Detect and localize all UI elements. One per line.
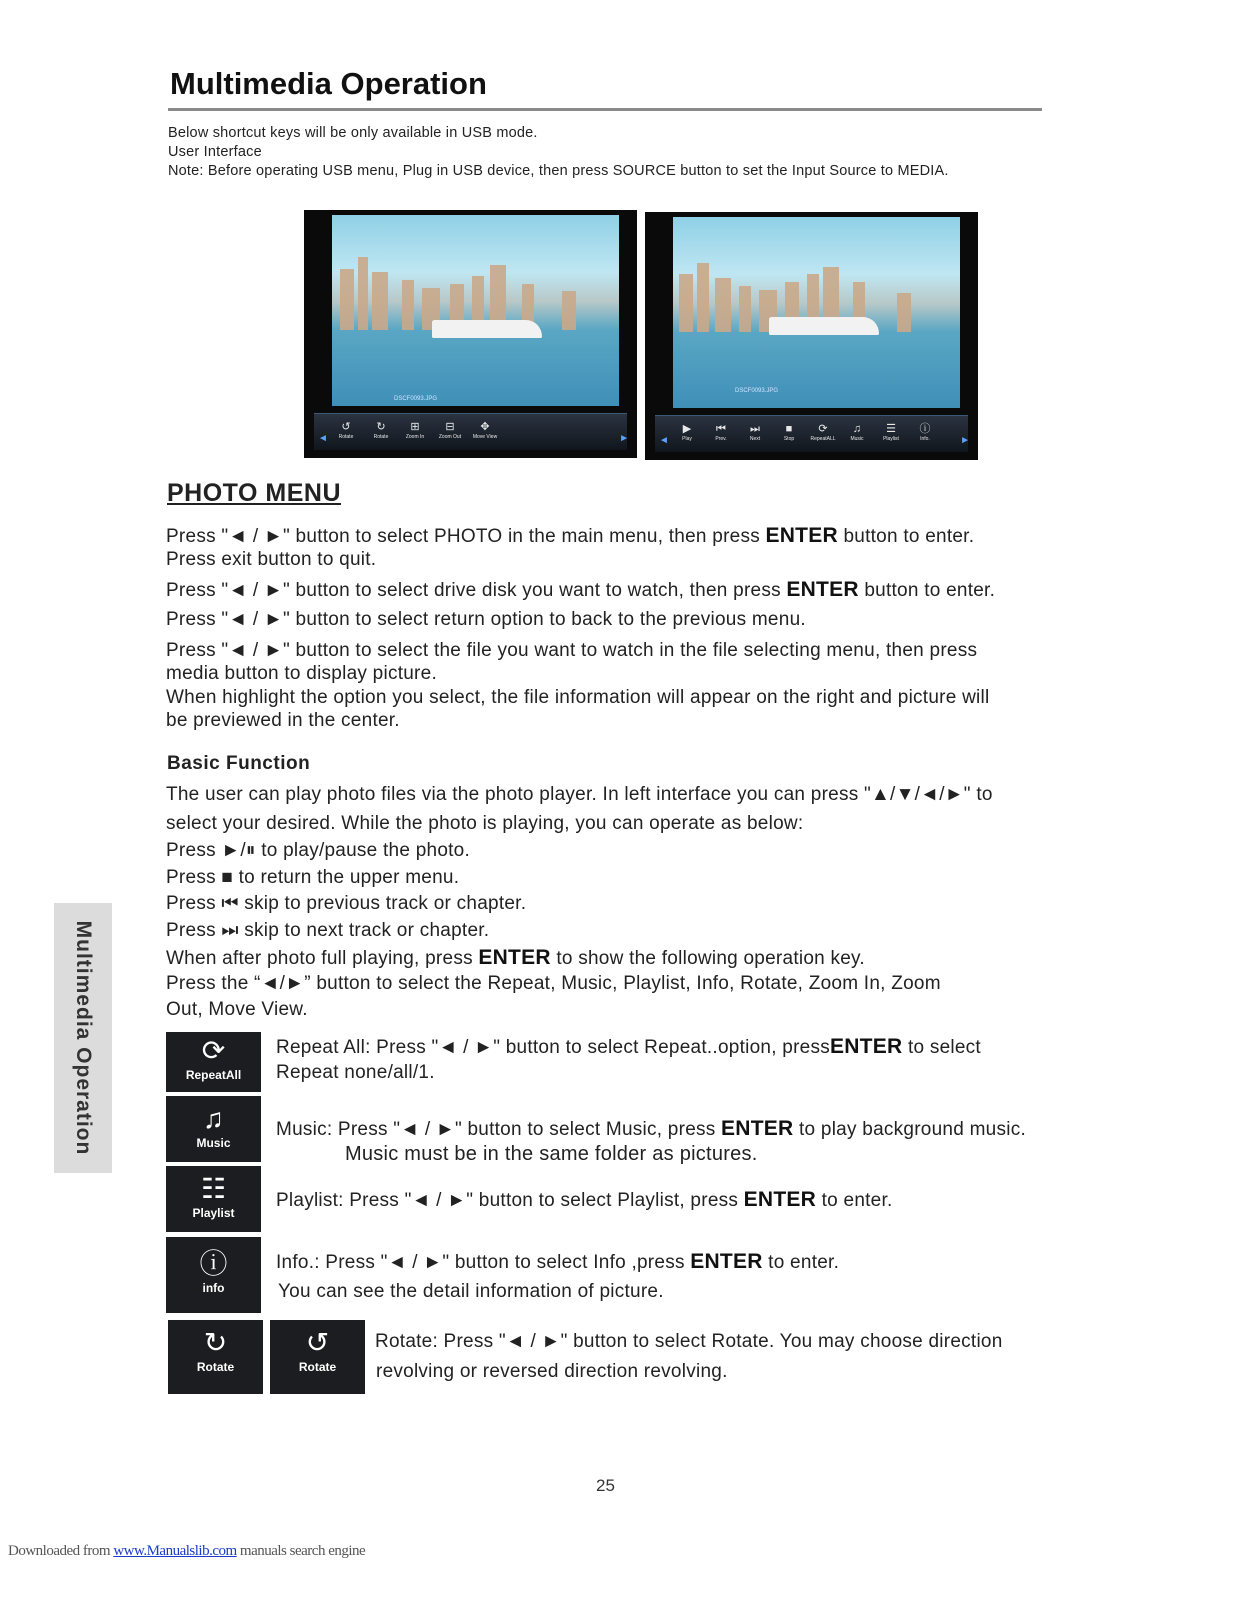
music-line: Music: Press "◄ / ►" button to select Music, press ENTER to play background music. [276,1117,1026,1140]
repeat-all-line: Repeat All: Press "◄ / ►" button to select Repeat..option, pressENTER to select [276,1035,981,1058]
playlist-key-icon: ☷ Playlist [166,1166,261,1232]
music-key-icon: ♫ Music [166,1096,261,1162]
info-key-icon: ⓘ info [166,1237,261,1313]
osd-prev-button[interactable]: ⏮ Prev. [707,422,735,448]
photo-menu-line: Press "◄ / ►" button to select PHOTO in the main menu, then press ENTER button to enter. [166,524,975,547]
move-icon: ✥ [480,421,490,433]
play-icon: ▶ [682,423,692,435]
osd-repeat-button[interactable]: ⟳ RepeatALL [810,423,836,442]
intro-line-2: User Interface [168,144,262,160]
info-line: Info.: Press "◄ / ►" button to select Info ,press ENTER to enter. [276,1250,840,1273]
osd-playlist-button[interactable]: ☰ Playlist [877,422,905,448]
playlist-icon: ☰ [886,423,896,435]
osd-move-view-button[interactable]: ✥ Move View [472,421,498,440]
photo-menu-line: Press "◄ / ►" button to select return option to back to the previous menu. [166,609,806,630]
osd-info-button[interactable]: ⓘ Info. [911,422,939,448]
rotate-cw-key-icon: ↺ Rotate [270,1320,365,1394]
info-line: You can see the detail information of picture. [278,1281,664,1302]
osd-zoom-in-button[interactable]: ⊞ Zoom In [401,420,429,446]
osd-zoom-out-button[interactable]: ⊟ Zoom Out [436,420,464,446]
rotate-ccw-key-icon: ↻ Rotate [168,1320,263,1394]
photo-ui-screenshot-left [304,210,637,458]
music-icon: ♫ [852,423,862,435]
harbor-photo [673,217,960,408]
photo-menu-line: Press "◄ / ►" button to select drive disk you want to watch, then press ENTER button to enter. [166,578,996,601]
section-side-tab: Multimedia Operation [54,903,112,1173]
osd-stop-button[interactable]: ■ Stop [775,422,803,448]
repeat-icon: ⟳ [818,423,828,435]
music-line: Music must be in the same folder as pictures. [345,1143,758,1165]
next-icon: ⏭ [750,423,760,435]
playlist-line: Playlist: Press "◄ / ►" button to select Playlist, press ENTER to enter. [276,1188,893,1211]
osd-rotate-right-button[interactable]: ↻ Rotate [367,420,395,446]
zoom-out-icon: ⊟ [445,421,455,433]
rotate-ccw-icon: ↺ [341,421,351,433]
photo-menu-line: Press exit button to quit. [166,549,377,570]
basic-function-line: Press the “◄/►” button to select the Repeat, Music, Playlist, Info, Rotate, Zoom In, Zoom [166,973,941,994]
photo-menu-line: be previewed in the center. [166,710,400,731]
basic-function-line: Press ⏭ skip to next track or chapter. [166,920,490,941]
osd-play-button[interactable]: ▶ Play [673,422,701,448]
rotate-line: revolving or reversed direction revolving. [376,1361,728,1382]
left-arrow-icon: ◄ [318,433,328,444]
harbor-photo [332,215,619,406]
download-footer: Downloaded from www.Manualslib.com manuals search engine [8,1543,366,1559]
photo-menu-heading: PHOTO MENU [167,479,341,507]
basic-function-line: When after photo full playing, press ENTER to show the following operation key. [166,946,865,969]
info-icon: ⓘ [919,423,931,435]
music-icon: ♫ [203,1103,224,1134]
left-arrow-icon: ◄ [659,435,669,446]
repeat-all-key-icon: ⟳ RepeatAll [166,1032,261,1092]
page-number: 25 [596,1476,615,1495]
right-arrow-icon: ► [619,433,629,444]
basic-function-line: Out, Move View. [166,999,308,1020]
info-icon: ⓘ [199,1248,228,1279]
osd-rotate-left-button[interactable]: ↺ Rotate [332,420,360,446]
intro-line-3: Note: Before operating USB menu, Plug in USB device, then press SOURCE button to set the Input Source to MEDIA. [168,163,949,179]
playlist-icon: ☷ [200,1173,227,1204]
repeat-all-line: Repeat none/all/1. [276,1062,435,1083]
basic-function-line: Press ⏮ skip to previous track or chapter. [166,893,527,914]
intro-line-1: Below shortcut keys will be only available in USB mode. [168,125,538,141]
basic-function-line: select your desired. While the photo is playing, you can operate as below: [166,813,804,834]
rotate-cw-icon: ↺ [305,1327,330,1358]
stop-icon: ■ [785,423,793,435]
photo-menu-line: Press "◄ / ►" button to select the file you want to watch in the file selecting menu, then press [166,640,978,661]
zoom-in-icon: ⊞ [410,421,420,433]
osd-next-button[interactable]: ⏭ Next [741,422,769,448]
rotate-line: Rotate: Press "◄ / ►" button to select Rotate. You may choose direction [375,1331,1003,1352]
osd-filename: DSCF0093.JPG [394,396,438,402]
previous-icon: ⏮ [716,423,726,435]
title-divider [168,108,1042,111]
rotate-ccw-icon: ↻ [203,1327,228,1358]
basic-function-line: Press ►/⏸ to play/pause the photo. [166,840,471,861]
manualslib-link[interactable]: www.Manualslib.com [113,1543,237,1559]
osd-filename: DSCF0093.JPG [735,388,779,394]
basic-function-line: The user can play photo files via the photo player. In left interface you can press "▲/▼/◄/►" to [166,784,993,805]
photo-ui-screenshot-right [645,212,978,460]
photo-menu-line: media button to display picture. [166,663,437,684]
page-title: Multimedia Operation [170,66,487,101]
rotate-cw-icon: ↻ [376,421,386,433]
basic-function-heading: Basic Function [167,753,311,774]
osd-music-button[interactable]: ♫ Music [843,422,871,448]
basic-function-line: Press ■ to return the upper menu. [166,867,460,888]
repeat-icon: ⟳ [201,1035,226,1066]
right-arrow-icon: ► [960,435,970,446]
photo-menu-line: When highlight the option you select, the file information will appear on the right and picture will [166,687,990,708]
